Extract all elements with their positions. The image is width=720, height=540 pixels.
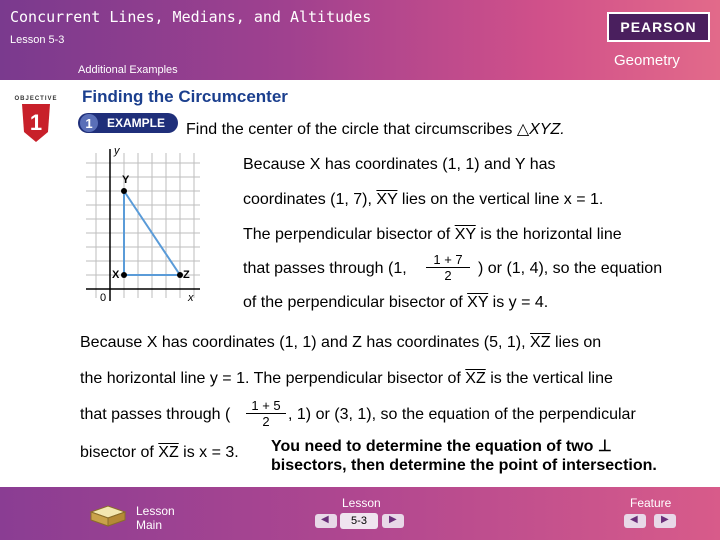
y-axis-label: y: [114, 145, 120, 157]
subject-label: Geometry: [614, 52, 680, 69]
example-prompt: [186, 119, 565, 139]
prompt-triangle-name: XYZ.: [529, 121, 565, 138]
text-line-7: the horizontal line y = 1. The perpendicular bisector of $\overline{XZ}$ is the vertical line: [80, 370, 613, 387]
fraction-2: $\frac{1 + 5}{2}$: [246, 398, 286, 429]
note-line-1: You need to determine the equation of two ⊥: [271, 438, 612, 455]
text-line-4b: ) or (1, 4), so the equation: [478, 260, 663, 277]
prompt-text: Find the center of the circle that circumscribes: [186, 121, 513, 138]
lesson-number-display: 5-3: [340, 513, 378, 529]
objective-shield-icon: [8, 102, 64, 148]
prev-arrow-icon: ◀: [321, 514, 329, 525]
text-line-2: coordinates (1, 7), $\overline{XY}$ lies on the vertical line x = 1.: [243, 191, 604, 208]
objective-badge: [8, 96, 64, 142]
feature-prev-arrow-icon: ◀: [630, 514, 638, 525]
next-arrow-icon: ▶: [389, 514, 397, 525]
lesson-main-link[interactable]: Lesson Main: [136, 504, 175, 532]
feature-next-button[interactable]: [654, 514, 676, 528]
objective-label: OBJECTIVE: [14, 96, 58, 102]
section-title: Finding the Circumcenter: [82, 87, 288, 106]
text-line-1: Because X has coordinates (1, 1) and Y has: [243, 156, 556, 173]
feature-prev-button[interactable]: [624, 514, 646, 528]
point-z-label: Z: [183, 269, 190, 281]
example-badge: [78, 113, 178, 133]
x-axis-label: x: [188, 292, 194, 304]
text-line-9: bisector of $\overline{XZ}$ is x = 3.: [80, 444, 239, 461]
pearson-logo: PEARSON: [607, 12, 710, 42]
text-line-4a: that passes through (1,: [243, 260, 407, 277]
text-line-8b: , 1) or (3, 1), so the equation of the perpendicular: [288, 406, 636, 423]
text-line-3: The perpendicular bisector of $\overline{XY}$ is the horizontal line: [243, 226, 622, 243]
point-x-label: X: [112, 269, 120, 281]
fraction-1: $\frac{1 + 7}{2}$: [426, 252, 470, 283]
lesson-title: Concurrent Lines, Medians, and Altitudes: [10, 8, 372, 26]
lesson-nav-label: Lesson: [342, 496, 381, 510]
objective-number: 1: [29, 110, 43, 135]
book-icon[interactable]: [88, 500, 128, 530]
lesson-prev-button[interactable]: [315, 514, 337, 528]
example-number: 1: [85, 116, 93, 131]
lesson-number: Lesson 5-3: [10, 34, 65, 46]
example-label: EXAMPLE: [106, 116, 166, 130]
text-line-8a: that passes through (: [80, 406, 231, 423]
note-line-2: bisectors, then determine the point of intersection.: [271, 457, 657, 474]
lesson-next-button[interactable]: [382, 514, 404, 528]
text-line-6: Because X has coordinates (1, 1) and Z has coordinates (5, 1), $\overline{XZ}$ lies on: [80, 334, 602, 351]
feature-nav-label: Feature: [630, 496, 672, 510]
header-banner: [0, 0, 720, 80]
triangle-icon: △: [516, 121, 530, 138]
text-line-5: of the perpendicular bisector of $\overline{XY}$ is y = 4.: [243, 294, 549, 311]
additional-examples-label: Additional Examples: [78, 64, 178, 76]
origin-label: 0: [100, 292, 107, 304]
point-y-label: Y: [122, 174, 130, 186]
coordinate-graph: [82, 143, 202, 308]
point-y: [121, 188, 127, 194]
point-x: [121, 272, 127, 278]
feature-next-arrow-icon: ▶: [661, 514, 669, 525]
